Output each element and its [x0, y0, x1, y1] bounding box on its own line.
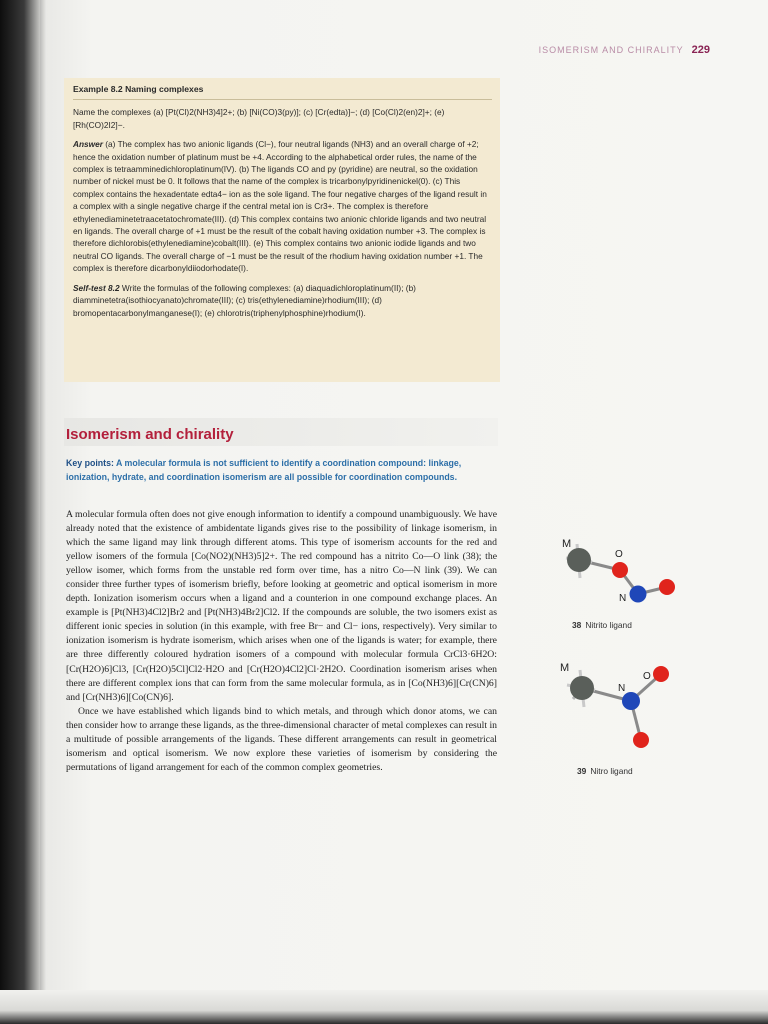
figure-number: 39: [577, 766, 587, 776]
page-bottom-edge: [0, 990, 768, 1024]
oxygen-atom: [633, 732, 649, 748]
nitro-ligand-structure: [545, 655, 695, 755]
running-head: [539, 44, 710, 56]
example-answer-paragraph: [73, 138, 492, 274]
atom-label: N: [619, 593, 627, 604]
example-title: Example 8.2 Naming complexes: [73, 83, 492, 100]
selftest-label: Self-test 8.2: [73, 282, 120, 293]
atom-label: O: [615, 549, 623, 560]
figure-number: 38: [572, 620, 582, 630]
atom-label: O: [643, 671, 651, 682]
example-box: [64, 78, 500, 382]
nitrogen-atom: [622, 692, 640, 710]
body-text: [66, 508, 497, 775]
section-title: Isomerism and chirality: [66, 426, 234, 443]
selftest-paragraph: [73, 282, 492, 319]
oxygen-atom: [653, 666, 669, 682]
running-title: ISOMERISM AND CHIRALITY: [538, 45, 684, 55]
figure-caption: Nitro ligand: [590, 766, 633, 776]
page-number: 229: [691, 44, 710, 56]
figure-caption: Nitrito ligand: [585, 620, 632, 630]
answer-text: (a) The complex has two anionic ligands (Cl−), four neutral ligands (NH3) and an overall charge of +2; hence the oxidation number of platinum must be +4. According to the alphabetical order rules, the name of the complex is tetraamminedichloroplatinum(IV). (b) The ligands CO and py (pyridine) are neutral, so the oxidation number of nickel must be 0. It follows that the name of the complex is tricarbonylpyridinenickel(0). (c) This complex contains the hexadentate edta4− ion as the sole ligand. The four negative charges of the ligand result in a complex with a single negative charge if the central metal ion is Cr3+. The complex is therefore ethylenediaminetetraacetatochromate(III). (d) This complex contains two anionic chloride ligands and two neutral en ligands. The overall charge of +1 must be the result of the cobalt having oxidation number +3. The complex is therefore dichlorobis(ethylenediamine)cobalt(III). (e) This complex contains two anionic iodide ligands and two neutral CO ligands. The overall charge of −1 must be the result of the rhodium having oxidation number +1. The complex is therefore dicarbonyldiiodorhodate(I).: [73, 139, 487, 274]
key-points-text: A molecular formula is not sufficient to identify a coordination compound: linkage, ionization, hydrate, and coordination isomerism are all possible for coordination compounds.: [66, 458, 462, 482]
key-points-label: Key points:: [66, 458, 114, 468]
key-points: [66, 457, 496, 484]
body-paragraph-2: Once we have established which ligands bind to which metals, and through which donor atoms, we can then consider how to arrange these ligands, as the three-dimensional character of metal complexes can result in a multitude of possible arrangements of the ligands. These different arrangements can result in geometrical isomerism and optical isomerism. We now explore these varieties of isomerism by considering the permutations of ligand arrangement for each of the common complex geometries.: [66, 705, 497, 773]
selftest-text: Write the formulas of the following complexes: (a) diaquadichloroplatinum(II); (b) diamminetetra(isothiocyanato)chromate(III); (c) tris(ethylenediamine)rhodium(III); (d) bromopentacarbonylmanganese(I); (e) chlorotris(triphenylphosphine)rhodium(I).: [73, 282, 416, 318]
oxygen-atom: [612, 562, 628, 578]
body-paragraph-1: A molecular formula often does not give enough information to identify a compound unambiguously. We have already noted that the existence of ambidentate ligands gives rise to the possibility of linkage isomerism, in which the same ligand may link through different atoms. This type of isomerism accounts for the red and yellow isomers of the formula [Co(NO2)(NH3)5]2+. The red compound has a nitrito Co—O link (38); the yellow isomer, which forms from the unstable red form over time, has a nitro Co—N link (39). We can consider three further types of isomerism briefly, before looking at geometric and optical isomerism in more depth. Ionization isomerism occurs when a ligand and a counterion in one compound exchange places. An example is [Pt(NH3)4Cl2]Br2 and [Pt(NH3)4Br2]Cl2. If the compounds are soluble, the two isomers exist as different ionic species in solution (in this example, with free Br− and Cl− ions, respectively). Very similar to ionization isomerism is hydrate isomerism, which arises when one of the ligands is water; for example, there are three differently coloured hydration isomers of a compound with molecular formula CrCl3·6H2O: [Cr(H2O)6]Cl3, [Cr(H2O)5Cl]Cl2·H2O and [Cr(H2O)4Cl2]Cl·2H2O. Coordination isomerism arises when there are different complex ions that can form from the same molecular formula, as in [Co(NH3)6][Cr(CN)6] and [Cr(NH3)6][Co(CN)6].: [66, 509, 497, 703]
figure-caption-38: [572, 620, 632, 630]
answer-label: Answer: [73, 139, 103, 150]
book-spine-shadow: [0, 0, 40, 1024]
oxygen-atom: [659, 579, 675, 595]
figure-caption-39: [577, 766, 633, 776]
atom-label: M: [562, 538, 572, 550]
atom-label: M: [560, 662, 570, 674]
nitrogen-atom: [630, 586, 647, 603]
example-question: Name the complexes (a) [Pt(Cl)2(NH3)4]2+; (b) [Ni(CO)3(py)]; (c) [Cr(edta)]−; (d) [Co(Cl)2(en)2]+; (e) [Rh(CO)2I2]−.: [73, 107, 445, 130]
nitrito-ligand-structure: [540, 530, 690, 612]
metal-atom: [567, 548, 591, 572]
metal-atom: [570, 676, 594, 700]
atom-label: N: [618, 683, 626, 694]
